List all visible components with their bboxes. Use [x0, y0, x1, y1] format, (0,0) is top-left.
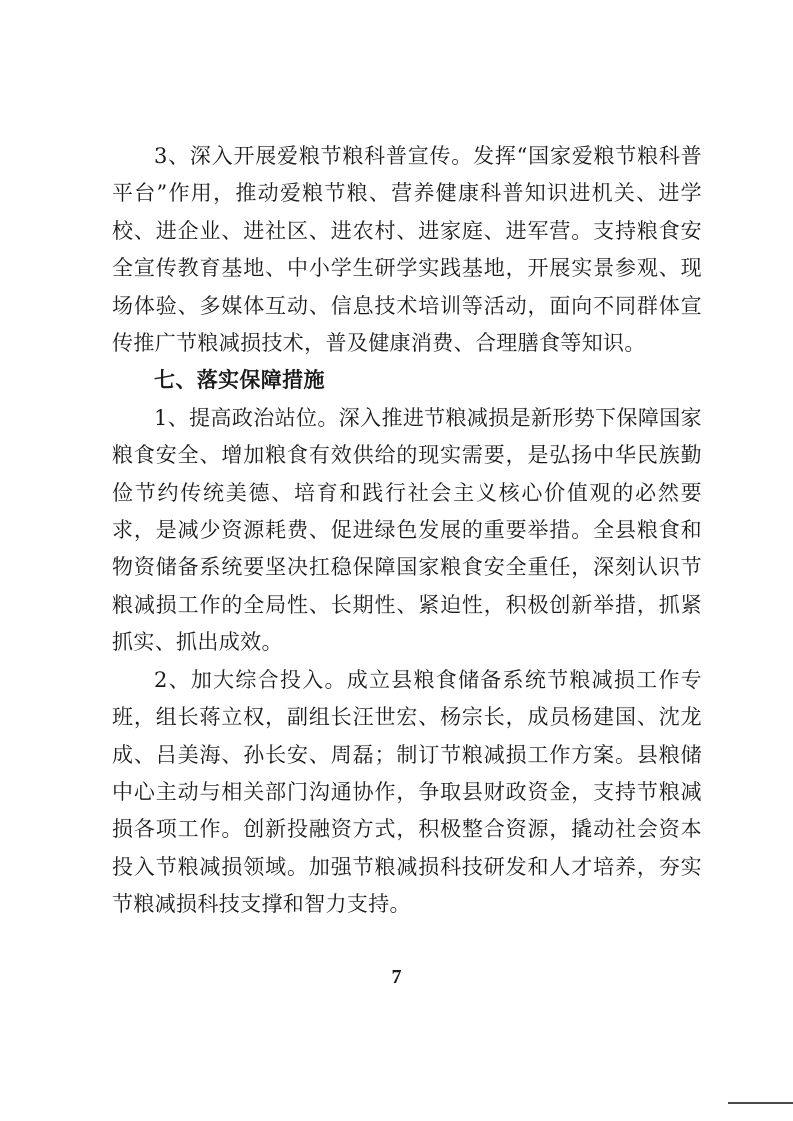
scan-edge-mark	[728, 1102, 793, 1104]
document-body	[112, 138, 702, 924]
section-heading-safeguards: 七、落实保障措施	[154, 368, 325, 393]
paragraph-political-stance: 1、提高政治站位。深入推进节粮减损是新形势下保障国家粮食安全、增加粮食有效供给的现实需要，是弘扬中华民族勤俭节约传统美德、培育和践行社会主义核心价值观的必然要求，是减少资源耗费、促进绿色发展的重要举措。全县粮食和物资储备系统要坚决扛稳保障国家粮食安全重任，深刻认识节粮减损工作的全局性、长期性、紧迫性，积极创新举措，抓紧抓实、抓出成效。	[112, 405, 702, 655]
page-number: 7	[391, 966, 402, 988]
paragraph-promotion: 3、深入开展爱粮节粮科普宣传。发挥“国家爱粮节粮科普平台”作用，推动爱粮节粮、营养健康科普知识进机关、进学校、进企业、进社区、进农村、进家庭、进军营。支持粮食安全宣传教育基地、中小学生研学实践基地，开展实景参观、现场体验、多媒体互动、信息技术培训等活动，面向不同群体宣传推广节粮减损技术，普及健康消费、合理膳食等知识。	[112, 144, 702, 356]
paragraph-investment: 2、加大综合投入。成立县粮食储备系统节粮减损工作专班，组长蒋立权，副组长汪世宏、杨宗长，成员杨建国、沈龙成、吕美海、孙长安、周磊；制订节粮减损工作方案。县粮储中心主动与相关部门沟通协作，争取县财政资金，支持节粮减损各项工作。创新投融资方式，积极整合资源，撬动社会资本投入节粮减损领域。加强节粮减损科技研发和人才培养，夯实节粮减损科技支撑和智力支持。	[112, 667, 702, 917]
